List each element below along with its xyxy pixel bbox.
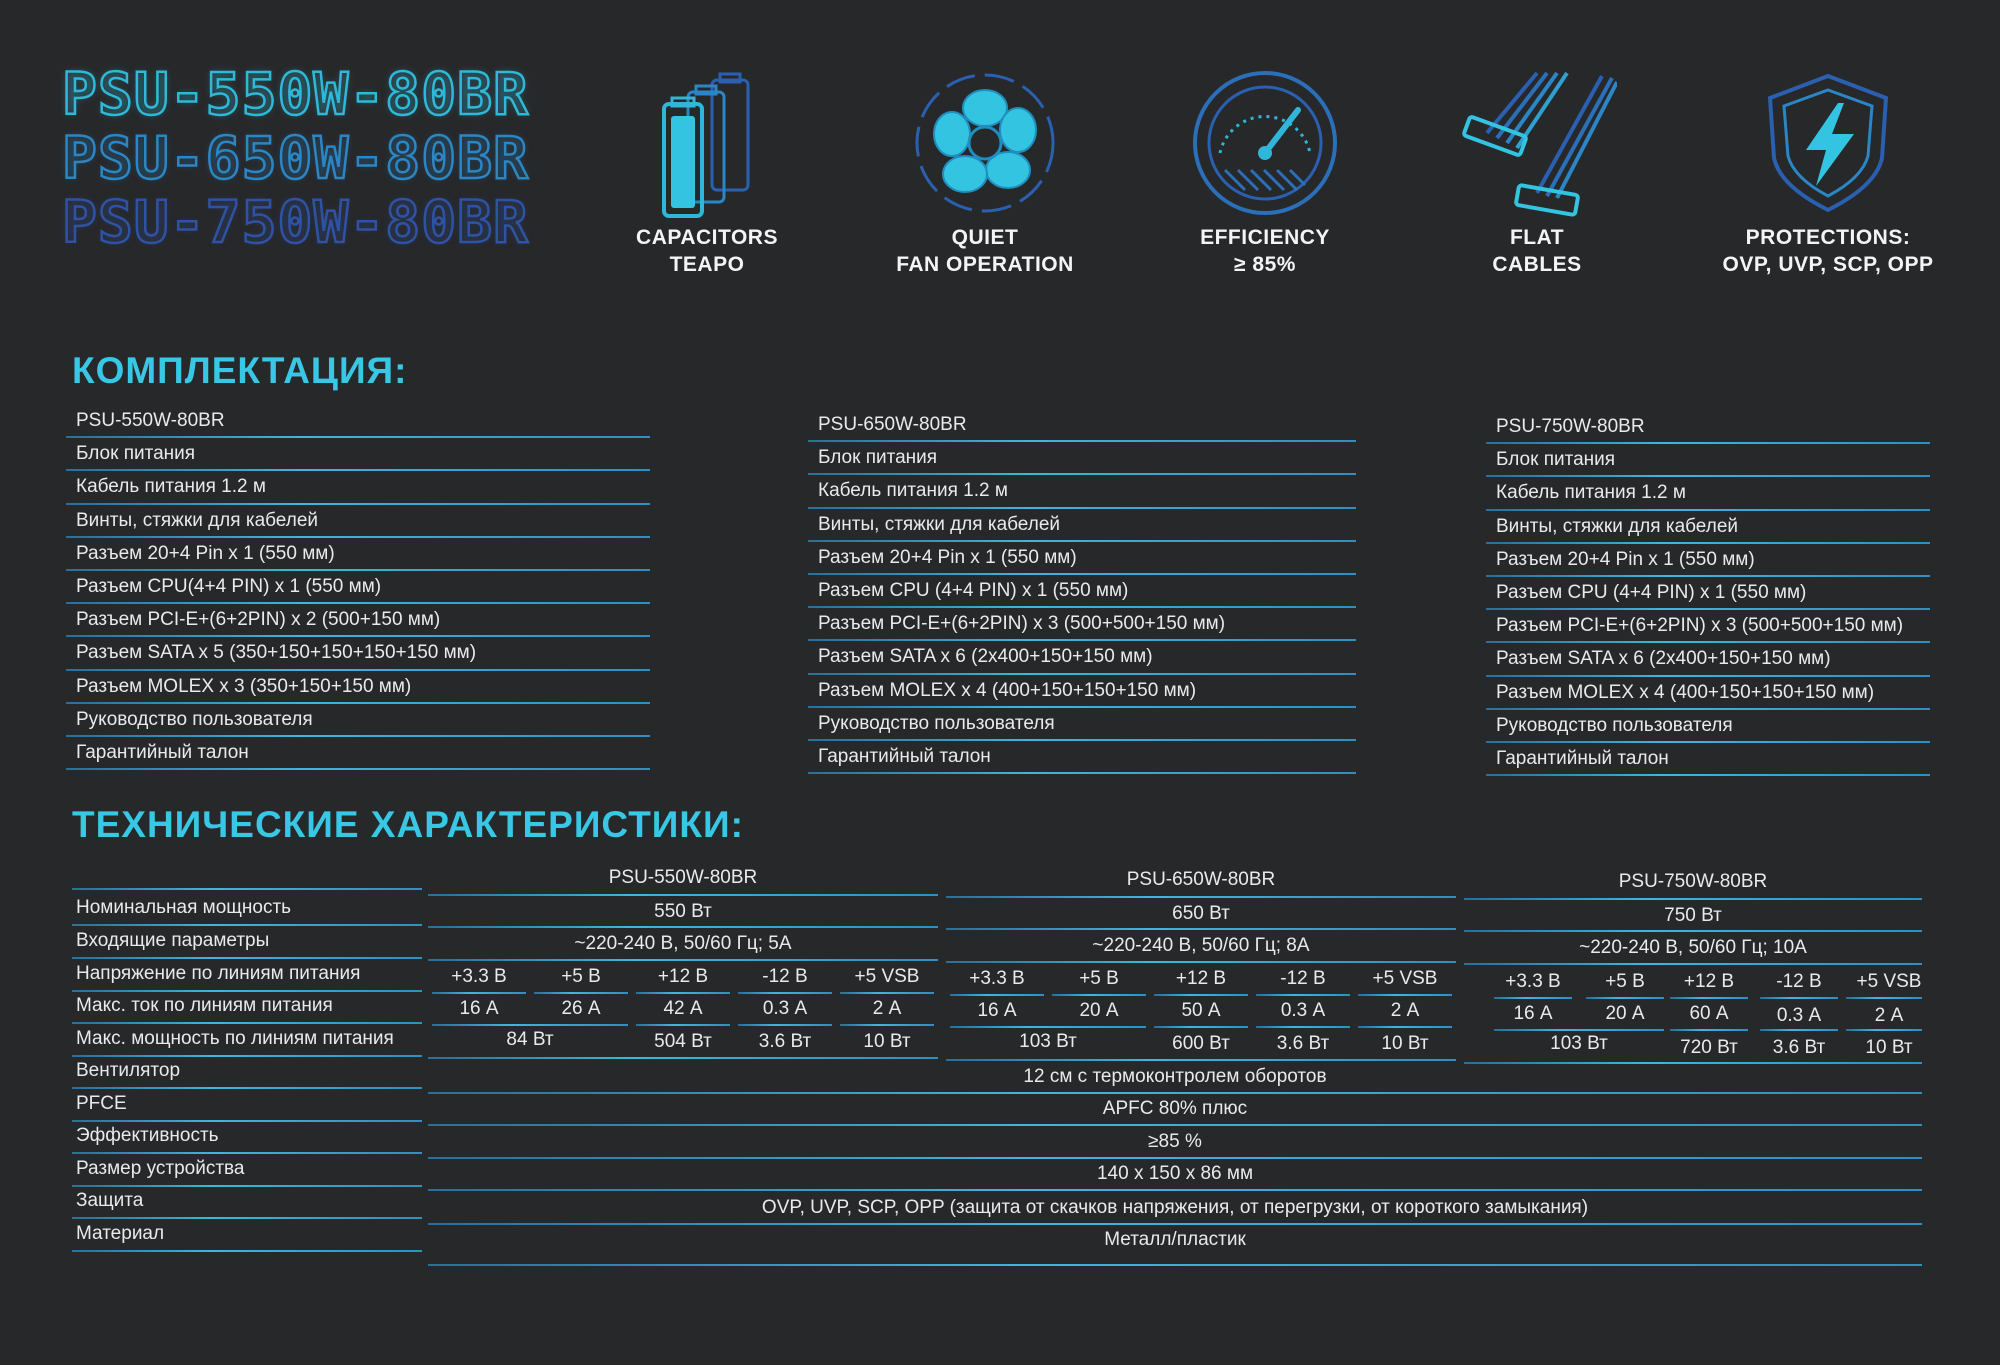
rail-current: 2 А (1390, 1000, 1420, 1021)
rule (428, 1264, 1922, 1266)
rule (1670, 997, 1748, 999)
rail-label: -12 В (762, 966, 808, 987)
rule (1052, 994, 1146, 996)
feature-label-protections: PROTECTIONS: OVP, UVP, SCP, OPP (1722, 226, 1934, 276)
spec-label-top-rule (72, 888, 422, 890)
rule (946, 896, 1456, 898)
kit-row: Руководство пользователя (814, 709, 1356, 742)
spec-label: Защита (72, 1186, 422, 1219)
kit-row: Гарантийный талон (1492, 744, 1930, 777)
rule (428, 894, 938, 896)
rule (1358, 1026, 1452, 1028)
feature-efficiency (1130, 68, 1400, 278)
fan-icon (910, 68, 1060, 218)
rule (1760, 1029, 1838, 1031)
rail-label: +3.3 В (969, 968, 1025, 989)
spec-material-value: Металл/пластик (1104, 1229, 1246, 1250)
spec-label: Материал (72, 1219, 422, 1252)
feature-label-quiet-fan: QUIET FAN OPERATION (896, 226, 1074, 276)
spec-size-value: 140 х 150 х 86 мм (1096, 1163, 1254, 1184)
feature-flat-cables (1402, 68, 1672, 278)
rule (1256, 994, 1350, 996)
rule (534, 992, 628, 994)
rail-current: 60 А (1689, 1003, 1729, 1024)
rail-power: 3.6 Вт (1772, 1037, 1826, 1058)
rail-power: 10 Вт (863, 1031, 911, 1052)
kit-row: Разъем PCI-E+(6+2PIN) x 3 (500+500+150 мм) (1492, 611, 1930, 644)
rail-label: +5 VSB (854, 966, 920, 987)
rail-current: 42 А (663, 998, 703, 1019)
kit-row: Разъем PCI-E+(6+2PIN) x 2 (500+150 мм) (72, 605, 650, 638)
spec-model-header-750: PSU-750W-80BR (1618, 871, 1768, 892)
kit-column-650 (814, 410, 1356, 775)
rail-current: 20 А (1605, 1003, 1645, 1024)
feature-quiet-fan (850, 68, 1120, 278)
rule (1464, 898, 1922, 900)
rail-label: +5 VSB (1372, 968, 1438, 989)
kit-column-550 (72, 406, 650, 771)
rule (1586, 997, 1664, 999)
kit-row: Винты, стяжки для кабелей (72, 506, 650, 539)
kit-row: Блок питания (1492, 445, 1930, 478)
spec-fan-value: 12 см с термоконтролем оборотов (1023, 1066, 1327, 1087)
rail-label: +12 В (1683, 971, 1735, 992)
rail-label: +5 В (1079, 968, 1119, 989)
rail-label: +12 В (1175, 968, 1227, 989)
rail-current: 16 А (977, 1000, 1017, 1021)
rule (428, 959, 938, 961)
specs-section-title: ТЕХНИЧЕСКИЕ ХАРАКТЕРИСТИКИ: (72, 804, 744, 845)
rail-power: 103 Вт (1550, 1033, 1608, 1054)
gauge-icon (1190, 68, 1340, 218)
kit-row: PSU-550W-80BR (72, 406, 650, 439)
kit-row: Кабель питания 1.2 м (72, 472, 650, 505)
spec-power-650: 650 Вт (1172, 903, 1230, 924)
kit-row: Разъем SATA x 6 (2x400+150+150 мм) (814, 642, 1356, 675)
rule (738, 1024, 832, 1026)
rule (950, 994, 1044, 996)
kit-row: Блок питания (814, 443, 1356, 476)
kit-row: Кабель питания 1.2 м (1492, 478, 1930, 511)
rail-label: -12 В (1776, 971, 1822, 992)
rail-current: 50 А (1181, 1000, 1221, 1021)
rule (432, 992, 526, 994)
spec-model-header-650: PSU-650W-80BR (1126, 869, 1276, 890)
rule (428, 926, 938, 928)
rule (1846, 997, 1922, 999)
rail-current: 2 А (872, 998, 902, 1019)
rule (1464, 930, 1922, 932)
kit-row: Кабель питания 1.2 м (814, 476, 1356, 509)
rail-label: +3.3 В (451, 966, 507, 987)
spec-input-550: ~220-240 В, 50/60 Гц; 5А (574, 933, 792, 954)
rail-current: 0.3 А (762, 998, 808, 1019)
rail-power: 3.6 Вт (758, 1031, 812, 1052)
rule (946, 961, 1456, 963)
kit-row: PSU-650W-80BR (814, 410, 1356, 443)
kit-row: Разъем CPU (4+4 PIN) x 1 (550 мм) (1492, 578, 1930, 611)
rail-current: 16 А (459, 998, 499, 1019)
kit-row: Разъем MOLEX x 4 (400+150+150+150 мм) (814, 676, 1356, 709)
kit-row: Разъем CPU(4+4 PIN) x 1 (550 мм) (72, 572, 650, 605)
spec-label: Входящие параметры (72, 926, 422, 959)
kit-row: Гарантийный талон (814, 742, 1356, 775)
capacitor-icon (642, 68, 772, 218)
rail-power: 10 Вт (1381, 1033, 1429, 1054)
feature-label-capacitors: CAPACITORS TEAPO (636, 226, 778, 276)
rule (428, 1157, 1922, 1159)
spec-label: Напряжение по линиям питания (72, 959, 422, 992)
rule (840, 992, 934, 994)
rail-label: +3.3 В (1505, 971, 1561, 992)
kit-row: Разъем MOLEX x 4 (400+150+150+150 мм) (1492, 678, 1930, 711)
kit-row: Винты, стяжки для кабелей (1492, 512, 1930, 545)
rail-label: +5 В (1605, 971, 1645, 992)
feature-protections (1693, 68, 1963, 278)
kit-column-750 (1492, 412, 1930, 777)
rail-label: -12 В (1280, 968, 1326, 989)
spec-label: Номинальная мощность (72, 893, 422, 926)
spec-input-750: ~220-240 В, 50/60 Гц; 10А (1579, 937, 1807, 958)
kit-row: Разъем 20+4 Pin x 1 (550 мм) (1492, 545, 1930, 578)
spec-label: Вентилятор (72, 1056, 422, 1089)
rail-power: 3.6 Вт (1276, 1033, 1330, 1054)
model-title-650: PSU-650W-80BR (62, 124, 529, 192)
shield-bolt-icon (1758, 68, 1898, 218)
rail-current: 2 А (1874, 1005, 1904, 1026)
kit-row: Винты, стяжки для кабелей (814, 510, 1356, 543)
spec-power-750: 750 Вт (1664, 905, 1722, 926)
kit-row: Разъем SATA x 5 (350+150+150+150+150 мм) (72, 638, 650, 671)
feature-capacitors (572, 68, 842, 278)
rail-power: 103 Вт (1019, 1031, 1077, 1052)
rule (1154, 994, 1248, 996)
rule (428, 1057, 938, 1059)
kit-row: Гарантийный талон (72, 738, 650, 771)
spec-label: PFCE (72, 1089, 422, 1122)
rule (1464, 963, 1922, 965)
rail-power: 600 Вт (1172, 1033, 1230, 1054)
rail-current: 0.3 А (1280, 1000, 1326, 1021)
model-title-550: PSU-550W-80BR (62, 60, 529, 128)
rail-current: 20 А (1079, 1000, 1119, 1021)
spec-label: Размер устройства (72, 1154, 422, 1187)
spec-label: Макс. мощность по линиям питания (72, 1024, 422, 1057)
rule (840, 1024, 934, 1026)
flat-cable-icon (1457, 68, 1617, 218)
rule (1494, 997, 1572, 999)
kit-row: Разъем PCI-E+(6+2PIN) x 3 (500+500+150 мм) (814, 609, 1356, 642)
kit-row: Разъем 20+4 Pin x 1 (550 мм) (72, 539, 650, 572)
rail-current: 0.3 А (1776, 1005, 1822, 1026)
kit-row: Разъем CPU (4+4 PIN) x 1 (550 мм) (814, 576, 1356, 609)
rule (428, 1124, 1922, 1126)
rule (946, 1059, 1456, 1061)
rule (1846, 1029, 1922, 1031)
rail-current: 16 А (1513, 1003, 1553, 1024)
kit-row: Разъем 20+4 Pin x 1 (550 мм) (814, 543, 1356, 576)
rail-current: 26 А (561, 998, 601, 1019)
rule (428, 1092, 1922, 1094)
rule (1670, 1029, 1748, 1031)
kit-row: Разъем MOLEX x 3 (350+150+150 мм) (72, 672, 650, 705)
feature-label-flat-cables: FLAT CABLES (1492, 226, 1582, 276)
spec-label: Эффективность (72, 1121, 422, 1154)
kit-row: Блок питания (72, 439, 650, 472)
rule (1256, 1026, 1350, 1028)
spec-efficiency-value: ≥85 % (1148, 1131, 1202, 1152)
spec-protection-value: OVP, UVP, SCP, OPP (защита от скачков напряжения, от перегрузки, от короткого замыкания) (761, 1197, 1589, 1218)
rule (428, 1189, 1922, 1191)
rail-power: 504 Вт (654, 1031, 712, 1052)
kit-row: PSU-750W-80BR (1492, 412, 1930, 445)
spec-label: Макс. ток по линиям питания (72, 991, 422, 1024)
rule (636, 1024, 730, 1026)
feature-label-efficiency: EFFICIENCY ≥ 85% (1200, 226, 1330, 276)
kit-row: Руководство пользователя (72, 705, 650, 738)
rail-label: +5 VSB (1856, 971, 1922, 992)
spec-power-550: 550 Вт (654, 901, 712, 922)
rail-power: 720 Вт (1680, 1037, 1738, 1058)
rule (738, 992, 832, 994)
kit-row: Руководство пользователя (1492, 711, 1930, 744)
model-title-750: PSU-750W-80BR (62, 188, 529, 256)
rule (1358, 994, 1452, 996)
kit-row: Разъем SATA x 6 (2x400+150+150 мм) (1492, 644, 1930, 677)
spec-input-650: ~220-240 В, 50/60 Гц; 8А (1092, 935, 1310, 956)
rule (1760, 997, 1838, 999)
rail-label: +5 В (561, 966, 601, 987)
spec-model-header-550: PSU-550W-80BR (608, 867, 758, 888)
rule (946, 928, 1456, 930)
rail-power: 84 Вт (506, 1029, 554, 1050)
rule (428, 1223, 1922, 1225)
rail-label: +12 В (657, 966, 709, 987)
rail-power: 10 Вт (1865, 1037, 1913, 1058)
rule (1154, 1026, 1248, 1028)
kit-section-title: КОМПЛЕКТАЦИЯ: (72, 350, 408, 391)
rule (636, 992, 730, 994)
spec-pfc-value: APFC 80% плюс (1102, 1098, 1248, 1119)
